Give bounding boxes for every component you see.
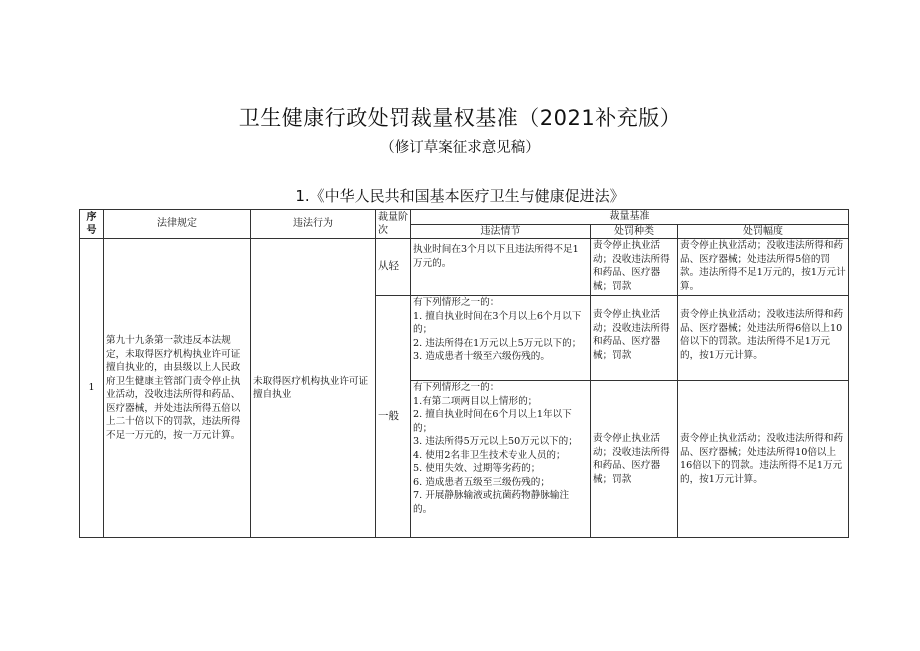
table-row xyxy=(80,239,849,296)
tier-circumstance-text: 有下列情形之一的： 1. 擅自执业时间在3个月以上6个月以下的； 2. 违法所得在1万元以上5万元以下的； 3. 造成患者十级至六级伤残的。 xyxy=(413,297,582,362)
penalty-benchmark-table xyxy=(79,209,849,538)
header-seq: 序号 xyxy=(80,210,104,239)
tier-penalty-type: 责令停止执业活动；没收违法所得和药品、医疗器械；罚款 xyxy=(591,296,678,381)
row-violation: 未取得医疗机构执业许可证擅自执业 xyxy=(251,239,376,538)
tier-circumstance: 执业时间在3个月以下且违法所得不足1万元的。 xyxy=(411,239,591,296)
document-title: 卫生健康行政处罚裁量权基准（2021补充版） xyxy=(238,106,682,130)
tier-circumstance-text: 有下列情形之一的： 1.有第二项两目以上情形的； 2. 擅自执业时间在6个月以上1年以下的； 3. 违法所得5万元以上50万元以下的； 4. 使用2名非卫生技术专业人员的； 5. 使用失效、过期等劣药的； 6. 造成患者五级至三级伤残的； 7. 开展静脉输液或抗菌药物静脉输注的。 xyxy=(413,382,578,515)
header-benchmark: 裁量基准 xyxy=(411,210,849,225)
tier-penalty-type: 责令停止执业活动；没收违法所得和药品、医疗器械；罚款 xyxy=(591,381,678,538)
row-legal-provision: 第九十九条第一款违反本法规定，未取得医疗机构执业许可证擅自执业的，由县级以上人民政府卫生健康主管部门责令停止执业活动，没收违法所得和药品、医疗器械，并处违法所得五倍以上二十倍以下的罚款，违法所得不足一万元的，按一万元计算。 xyxy=(104,239,251,538)
tier-level-lenient: 从轻 xyxy=(376,239,411,296)
row-seq: 1 xyxy=(80,239,104,538)
header-circumstance: 违法情节 xyxy=(411,224,591,239)
tier-level-general: 一般 xyxy=(376,296,411,538)
section-heading: 1.《中华人民共和国基本医疗卫生与健康促进法》 xyxy=(295,187,625,205)
tier-circumstance xyxy=(411,381,591,538)
tier-penalty-range: 责令停止执业活动；没收违法所得和药品、医疗器械；处违法所得6倍以上10倍以下的罚款。违法所得不足1万元的，按1万元计算。 xyxy=(678,296,849,381)
tier-penalty-range: 责令停止执业活动；没收违法所得和药品、医疗器械；处违法所得5倍的罚款。违法所得不足1万元的，按1万元计算。 xyxy=(678,239,849,296)
header-legal-provision: 法律规定 xyxy=(104,210,251,239)
tier-penalty-range: 责令停止执业活动；没收违法所得和药品、医疗器械；处违法所得10倍以上16倍以下的罚款。违法所得不足1万元的，按1万元计算。 xyxy=(678,381,849,538)
header-violation: 违法行为 xyxy=(251,210,376,239)
header-level: 裁量阶次 xyxy=(376,210,411,239)
header-penalty-range: 处罚幅度 xyxy=(678,224,849,239)
tier-circumstance xyxy=(411,296,591,381)
tier-penalty-type: 责令停止执业活动；没收违法所得和药品、医疗器械；罚款 xyxy=(591,239,678,296)
document-subtitle: （修订草案征求意见稿） xyxy=(380,140,540,156)
header-penalty-type: 处罚种类 xyxy=(591,224,678,239)
